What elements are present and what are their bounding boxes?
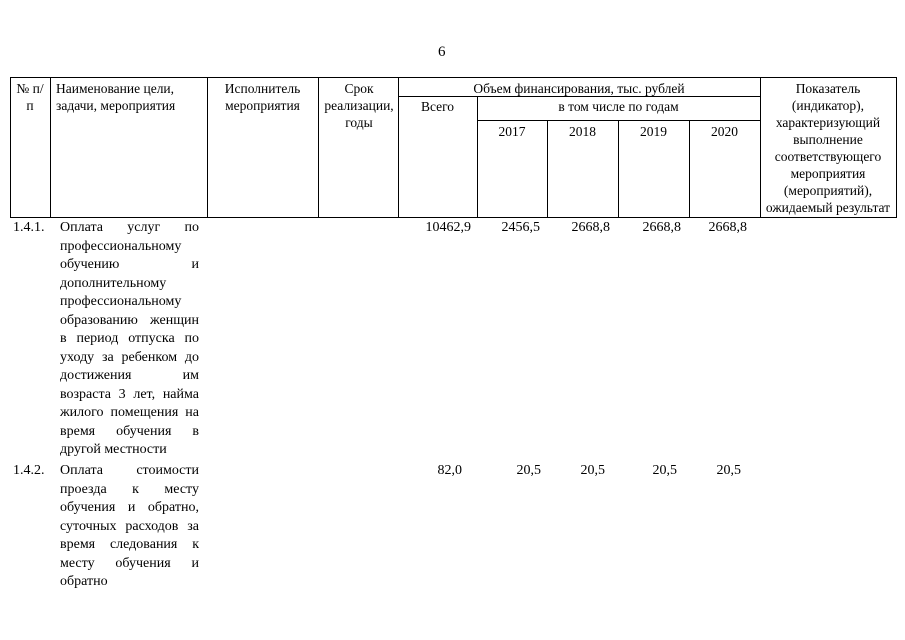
row-2017: 2456,5 <box>501 220 540 235</box>
header-by-years: в том числе по годам <box>558 99 679 114</box>
row-2019: 20,5 <box>652 463 677 478</box>
header-executor: Исполнитель мероприятия <box>224 81 301 113</box>
row-name: Оплата услуг по профессиональному обучению и дополнительному профессиональному образованию женщин в период отпуска по уходу за ребенком до достижения им возраста 3 лет, найма жилого помещения на время обучения в другой местности <box>60 220 199 457</box>
header-total: Всего <box>420 99 455 114</box>
header-year-2019: 2019 <box>640 124 667 139</box>
row-2017: 20,5 <box>516 463 541 478</box>
header-term: Срок реализации, годы <box>324 81 394 130</box>
row-2020: 2668,8 <box>708 220 747 235</box>
page-number: 6 <box>438 44 446 60</box>
header-year-2020: 2020 <box>711 124 738 139</box>
header-name: Наименование цели, задачи, мероприятия <box>56 81 176 113</box>
row-total: 10462,9 <box>425 220 471 235</box>
header-funding: Объем финансирования, тыс. рублей <box>473 81 685 96</box>
header-num: № п/п <box>16 81 44 113</box>
row-2018: 2668,8 <box>571 220 610 235</box>
row-2019: 2668,8 <box>642 220 681 235</box>
row-total: 82,0 <box>437 463 462 478</box>
row-2020: 20,5 <box>716 463 741 478</box>
row-num: 1.4.1. <box>13 220 45 235</box>
header-indicator: Показатель (индикатор), характеризующий выполнение соответствующего мероприятия (мероприятий), ожидаемый результат <box>765 81 891 215</box>
row-num: 1.4.2. <box>13 463 45 478</box>
header-year-2018: 2018 <box>569 124 596 139</box>
row-2018: 20,5 <box>580 463 605 478</box>
row-name: Оплата стоимости проезда к месту обучения и обратно, суточных расходов за время следования к месту обучения и обратно <box>60 463 199 589</box>
header-year-2017: 2017 <box>498 124 526 139</box>
